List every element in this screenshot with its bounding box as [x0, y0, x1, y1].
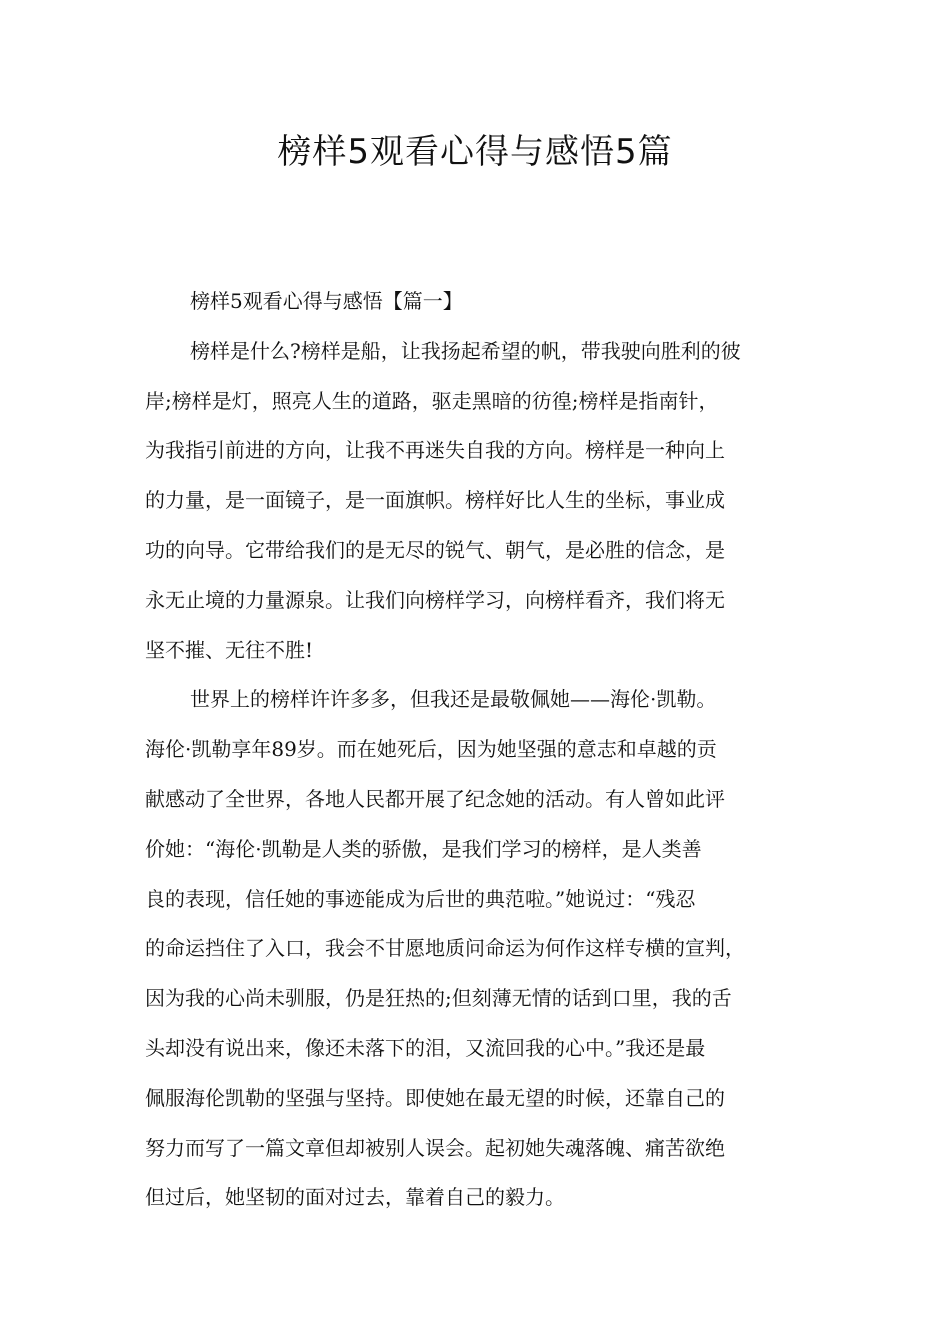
paragraph-line: 为我指引前进的方向，让我不再迷失自我的方向。榜样是一种向上	[145, 438, 725, 463]
paragraph-line: 佩服海伦凯勒的坚强与坚持。即使她在最无望的时候，还靠自己的	[145, 1085, 725, 1110]
paragraph-line: 的力量，是一面镜子，是一面旗帜。榜样好比人生的坐标，事业成	[145, 488, 725, 513]
section-heading: 榜样5观看心得与感悟【篇一】	[190, 289, 463, 313]
paragraph-line: 价她：“海伦·凯勒是人类的骄傲，是我们学习的榜样，是人类善	[145, 836, 702, 861]
paragraph-1	[145, 327, 835, 676]
paragraph-2	[145, 675, 835, 1223]
paragraph-line: 坚不摧、无往不胜!	[145, 637, 314, 662]
document-title: 榜样5观看心得与感悟5篇	[277, 132, 673, 172]
paragraph-line: 头却没有说出来，像还未落下的泪，又流回我的心中。”我还是最	[145, 1035, 706, 1060]
paragraph-line: 永无止境的力量源泉。让我们向榜样学习，向榜样看齐，我们将无	[145, 587, 725, 612]
paragraph-line: 良的表现，信任她的事迹能成为后世的典范啦。”她说过：“残忍	[145, 886, 696, 911]
paragraph-line: 功的向导。它带给我们的是无尽的锐气、朝气，是必胜的信念，是	[145, 537, 725, 562]
paragraph-line: 但过后，她坚韧的面对过去，靠着自己的毅力。	[145, 1185, 565, 1210]
document-body	[145, 277, 835, 1223]
paragraph-line: 海伦·凯勒享年89岁。而在她死后，因为她坚强的意志和卓越的贡	[145, 737, 717, 762]
paragraph-line: 因为我的心尚未驯服，仍是狂热的;但刻薄无情的话到口里，我的舌	[145, 986, 732, 1011]
paragraph-line: 努力而写了一篇文章但却被别人误会。起初她失魂落魄、痛苦欲绝	[145, 1135, 725, 1160]
paragraph-line: 世界上的榜样许许多多，但我还是最敬佩她——海伦·凯勒。	[190, 687, 717, 712]
paragraph-line: 榜样是什么?榜样是船，让我扬起希望的帆，带我驶向胜利的彼	[190, 338, 741, 363]
paragraph-line: 的命运挡住了入口，我会不甘愿地质问命运为何作这样专横的宣判，	[145, 936, 745, 961]
paragraph-line: 岸;榜样是灯，照亮人生的道路，驱走黑暗的彷徨;榜样是指南针，	[145, 388, 719, 413]
paragraph-line: 献感动了全世界，各地人民都开展了纪念她的活动。有人曾如此评	[145, 786, 725, 811]
